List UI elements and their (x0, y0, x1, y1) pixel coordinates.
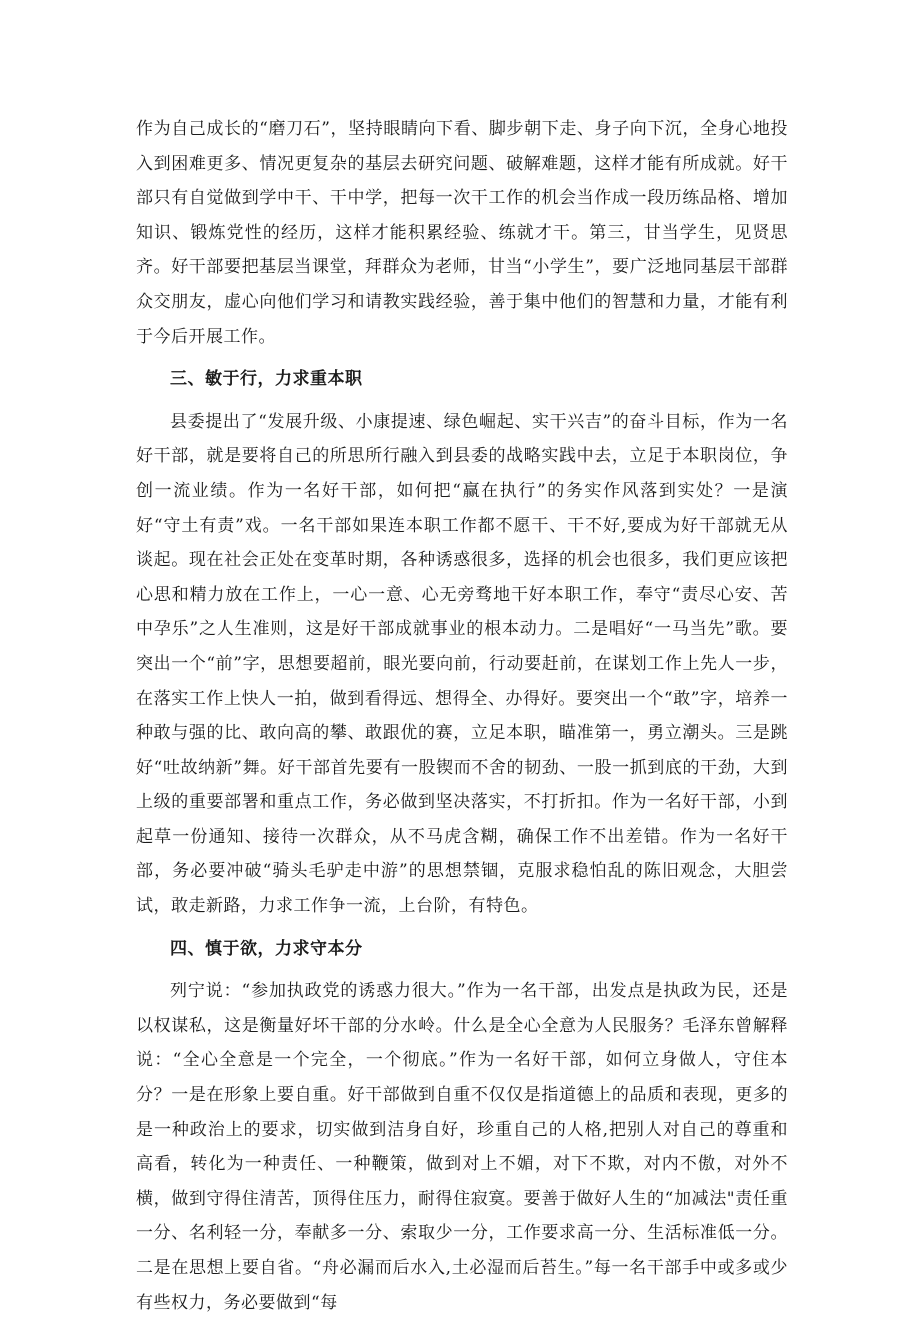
section-three-paragraph: 县委提出了“发展升级、小康提速、绿色崛起、实干兴吉”的奋斗目标，作为一名好干部，就是要将自己的所思所行融入到县委的战略实践中去，立足于本职岗位，争创一流业绩。作为一名好干部，如何把“赢在执行”的务实作风落到实处？一是演好“守土有责”戏。一名干部如果连本职工作都不愿干、干不好,要成为好干部就无从谈起。现在社会正处在变革时期，各种诱惑很多，选择的机会也很多，我们更应该把心思和精力放在工作上，一心一意、心无旁骛地干好本职工作，奉守“责尽心安、苦中孕乐”之人生准则，这是好干部成就事业的根本动力。二是唱好“一马当先”歌。要突出一个“前”字，思想要超前，眼光要向前，行动要赶前，在谋划工作上先人一步，在落实工作上快人一拍，做到看得远、想得全、办得好。要突出一个“敢”字，培养一种敢与强的比、敢向高的攀、敢跟优的赛，立足本职，瞄准第一，勇立潮头。三是跳好“吐故纳新”舞。好干部首先要有一股锲而不舍的韧劲、一股一抓到底的干劲，大到上级的重要部署和重点工作，务必做到坚决落实，不打折扣。作为一名好干部，小到起草一份通知、接待一次群众，从不马虎含糊，确保工作不出差错。作为一名好干部，务必要冲破“骑头毛驴走中游”的思想禁锢，克服求稳怕乱的陈旧观念，大胆尝试，敢走新路，力求工作争一流，上台阶，有特色。 (136, 411, 788, 917)
section-heading-three: 三、敏于行，力求重本职 (170, 369, 363, 390)
paragraph-continuation: 作为自己成长的“磨刀石”，坚持眼睛向下看、脚步朝下走、身子向下沉，全身心地投入到困难更多、情况更复杂的基层去研究问题、破解难题，这样才能有所成就。好干部只有自觉做到学中干、干中学，把每一次干工作的机会当作成一段历练品格、增加知识、锻炼党性的经历，这样才能积累经验、练就才干。第三，甘当学生，见贤思齐。好干部要把基层当课堂，拜群众为老师，甘当“小学生”，要广泛地同基层干部群众交朋友，虚心向他们学习和请教实践经验，善于集中他们的智慧和力量，才能有利于今后开展工作。 (136, 119, 788, 347)
document-body (136, 112, 788, 1320)
section-heading-four: 四、慎于欲，力求守本分 (170, 938, 363, 959)
section-four-paragraph: 列宁说：“参加执政党的诱惑力很大。”作为一名干部，出发点是执政为民，还是以权谋私，这是衡量好坏干部的分水岭。什么是全心全意为人民服务？毛泽东曾解释说：“全心全意是一个完全，一个彻底。”作为一名好干部，如何立身做人，守住本分？一是在形象上要自重。好干部做到自重不仅仅是指道德上的品质和表现，更多的是一种政治上的要求，切实做到洁身自好，珍重自己的人格,把别人对自己的尊重和高看，转化为一种责任、一种鞭策，做到对上不媚，对下不欺，对内不傲，对外不横，做到守得住清苦，顶得住压力，耐得住寂寞。要善于做好人生的“加减法"责任重一分、名利轻一分，奉献多一分、索取少一分，工作要求高一分、生活标准低一分。二是在思想上要自省。“舟必漏而后水入,土必湿而后苔生。”每一名干部手中或多或少有些权力，务必要做到“每 (136, 981, 788, 1313)
